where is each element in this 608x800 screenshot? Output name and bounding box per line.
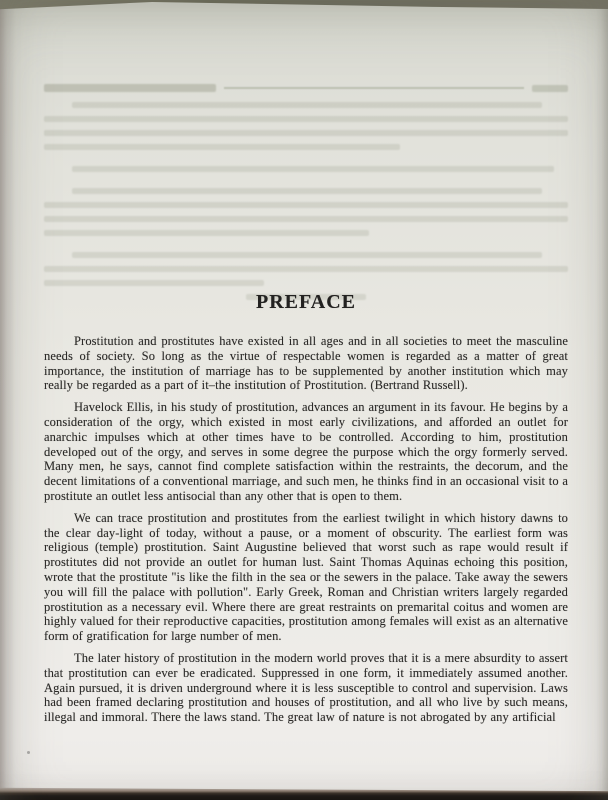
preface-paragraph-4: The later history of prostitution in the modern world proves that it is a mere absurdity to assert that prostitution can ever be eradicated. Suppressed in one form, it immediately assumed another. Again pursued, it is driven underground where it is less susceptible to control and supervision. Laws had been framed declaring prostitution and houses of prostitution, and all who live by such means, illegal and immoral. There the laws stand. The great law of nature is not abrogated by any artificial xyxy=(44,650,568,725)
page-left-edge-shadow xyxy=(0,0,16,800)
book-bottom-edge xyxy=(0,787,608,800)
preface-heading: PREFACE xyxy=(256,291,356,313)
book-page xyxy=(44,0,568,732)
preface-paragraph-2: Havelock Ellis, in his study of prostitution, advances an argument in its favour. He begins by a consideration of the orgy, which existed in most early civilizations, and afforded an outlet for anarchic impulses which at other times have to be controlled. According to him, prostitution developed out of the orgy, and serves in some degree the purpose which the orgy formerly served. Many men, he says, cannot find complete satisfaction within the restraints, the decorum, and the decent limitations of a conventional marriage, and such men, he thinks find in an occasional visit to a prostitute an outlet less antisocial than any other that is open to them. xyxy=(44,400,568,503)
page-right-edge-shadow xyxy=(596,0,608,800)
preface-paragraph-3: We can trace prostitution and prostitutes from the earliest twilight in which history dawns to the clear day-light of today, without a pause, or a moment of obscurity. The earliest form was religious (temple) prostitution. Saint Augustine believed that worst such as rape would result if prostitutes did not provide an outlet for human lust. Saint Thomas Aquinas echoing this position, wrote that the prostitute "is like the filth in the sea or the sewers in the palace. Take away the sewers you will fill the palace with pollution". Early Greek, Roman and Christian writers largely regarded prostitution as a necessary evil. Where there are great restraints on premarital coitus and women are highly valued for their reproductive capacities, prostitution among females will exist as an alternative form of gratification for large number of men. xyxy=(44,510,568,644)
preface-paragraph-1: Prostitution and prostitutes have existed in all ages and in all societies to meet the masculine needs of society. So long as the virtue of respectable women is regarded as a matter of great importance, the institution of marriage has to be supplemented by another institution which may really be regarded as a part of it–the institution of Prostitution. (Bertrand Russell). xyxy=(44,334,568,393)
paper-speck xyxy=(27,751,30,754)
